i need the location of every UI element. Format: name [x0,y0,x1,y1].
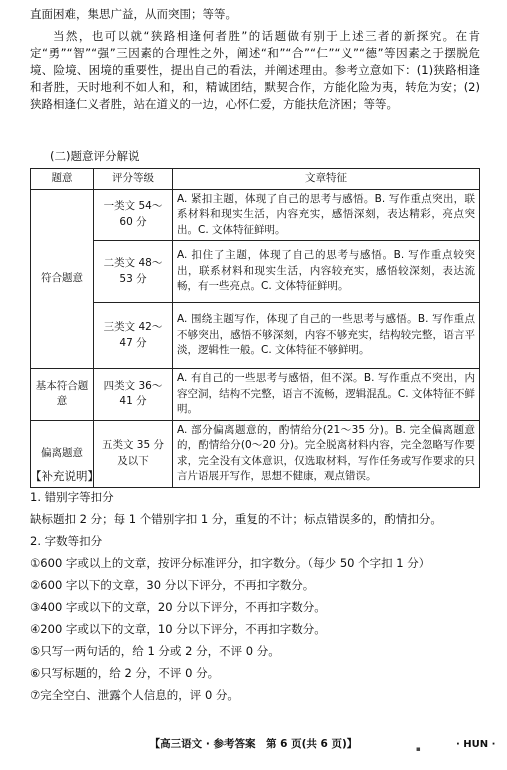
grade-cell: 四类文 36～41 分 [94,369,173,421]
scan-mark-icon: ▪ [416,745,421,753]
supplement-item: 1. 错别字等扣分 [30,490,114,504]
grade-cell: 二类文 48～53 分 [94,241,173,303]
supplement-item: ⑥只写标题的，给 2 分，不评 0 分。 [30,666,220,680]
supplement-item: 2. 字数等扣分 [30,534,103,548]
paragraph-1: 直面困难，集思广益，从而突围；等等。 [30,7,237,21]
table-header-row [31,169,480,190]
grade-cell: 一类文 54～60 分 [94,189,173,241]
header-grade: 评分等级 [94,169,173,190]
feature-cell: A. 紧扣主题，体现了自己的思考与感悟。B. 写作重点突出，联系材料和现实生活，内容充实，感悟深刻，表达精彩，亮点突出。C. 文体特征鲜明。 [173,189,480,241]
table-row [31,303,480,369]
grade-cell: 五类文 35 分及以下 [94,420,173,487]
header-features: 文章特征 [173,169,480,190]
feature-cell: A. 围绕主题写作，体现了自己的一些思考与感悟。B. 写作重点不够突出，感悟不够深刻，内容不够充实，结构较完整，语言平淡，逻辑性一般。C. 文体特征不够鲜明。 [173,303,480,369]
supplement-item: 缺标题扣 2 分；每 1 个错别字扣 1 分，重复的不计；标点错误多的，酌情扣分。 [30,512,442,526]
paragraph-2: 当然，也可以就“狭路相逢何者胜”的话题做有别于上述三者的新探究。在肯定“勇”“智”“强”三因素的合理性之外，阐述“和”“合”“仁”“义”“德”等因素之于摆脱危境、险境、困境的重要性，提出自己的看法，并阐述理由。参考立意如下：(1)狭路相逢和者胜，天时地利不如人和，和，精诚团结，默契合作，方能化险为夷，转危为安；(2)狭路相逢仁义者胜，站在道义的一边，心怀仁爱，方能扶危济困；等等。 [30,29,480,111]
feature-cell: A. 扣住了主题，体现了自己的思考与感悟。B. 写作重点较突出，联系材料和现实生活，内容较充实，感悟较深刻，表达流畅，有一些亮点。C. 文体特征鲜明。 [173,241,480,303]
supplement-item: ④200 字或以下的文章，10 分以下评分，不再扣字数分。 [30,622,326,636]
section-title: (二)题意评分解说 [50,149,140,163]
supplement-item: ③400 字或以下的文章，20 分以下评分，不再扣字数分。 [30,600,326,614]
category-jiben: 基本符合题意 [31,369,94,421]
grade-cell: 三类文 42～47 分 [94,303,173,369]
supplement-item: ⑤只写一两句话的，给 1 分或 2 分，不评 0 分。 [30,644,280,658]
category-fuhe: 符合题意 [31,189,94,369]
table-row [31,369,480,421]
feature-cell: A. 部分偏离题意的，酌情给分(21～35 分)。B. 完全偏离题意的，酌情给分(0～20 分)。完全脱离材料内容，完全忽略写作要求，完全没有文体意识，仅选取材料，写作任务或写作要求的只言片语展开写作，思想不健康，观点错误。 [173,420,480,487]
supplement-item: ⑦完全空白、泄露个人信息的，评 0 分。 [30,688,239,702]
supplement-item: ②600 字以下的文章，30 分以下评分，不再扣字数分。 [30,578,315,592]
supplement-item: ①600 字或以上的文章，按评分标准评分，扣字数分。（每少 50 个字扣 1 分） [30,556,431,570]
category-pianli: 偏离题意 [31,420,94,487]
header-topic: 题意 [31,169,94,190]
supplement-title: 【补充说明】 [30,469,99,483]
table-row [31,189,480,241]
scoring-table [30,168,480,488]
footer-code: · HUN · [456,739,496,750]
page-footer: 【高三语文 · 参考答案 第 6 页(共 6 页)】 [149,738,358,750]
table-row [31,241,480,303]
feature-cell: A. 有自己的一些思考与感悟，但不深。B. 写作重点不突出，内容空洞，结构不完整，语言不流畅，逻辑混乱。C. 文体特征不鲜明。 [173,369,480,421]
